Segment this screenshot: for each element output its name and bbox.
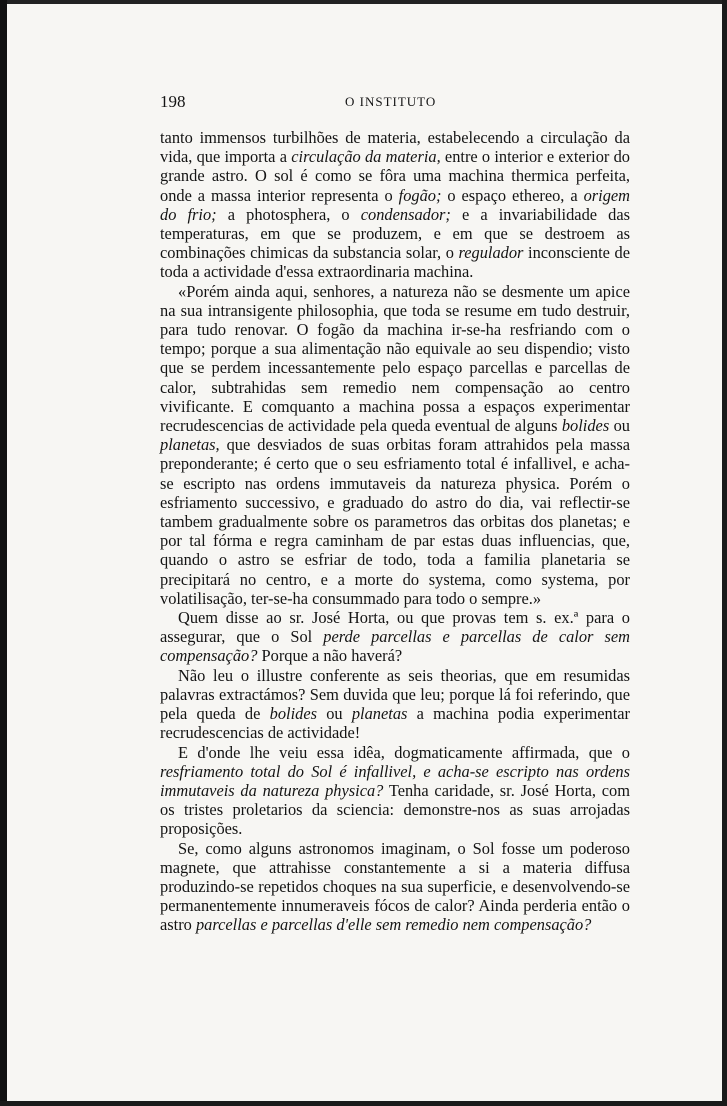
italic-text: circulação da materia, (291, 147, 441, 167)
italic-text: regulador (458, 243, 524, 263)
page-number: 198 (160, 92, 186, 111)
text-segment: o espaço ethereo, a (441, 185, 584, 205)
text-segment: «Porém ainda aqui, senhores, a natureza não se desmente um apice na sua intransigente philosophia, que toda se resume em tudo destruir, para tudo renovar. O fogão da machina ir-se-ha resfriando com o tempo; porque a sua alimentação não equivale ao seu dispendio; visto que se perdem incessantemente pelo espaço parcellas e parcellas de calor, subtrahidas sem remedio nem compensação ao centro vivificante. E comquanto a machina possa a espaços experimentar recrudescencias de actividade pela queda eventual de alguns (160, 281, 630, 436)
italic-text: fogão; (398, 185, 442, 205)
paragraph (160, 666, 630, 743)
text-segment: inconsciente de toda a actividade d'essa extraordinaria machina. (160, 243, 630, 282)
text-segment: Tenha caridade, sr. José Horta, com os tristes proletarios da sciencia: demonstre-nos as suas arrojadas proposições. (160, 780, 630, 839)
text-segment: ou (316, 704, 352, 724)
paragraph (160, 743, 630, 839)
text-segment: tanto immensos turbilhões de materia, estabelecendo a circulação da vida, que importa a (160, 128, 630, 167)
text-segment: Quem disse ao sr. José Horta, ou que provas tem s. ex.ª para o assegurar, que o Sol (160, 608, 630, 647)
italic-text: bolides (269, 704, 317, 724)
paragraph (160, 839, 630, 935)
scan-bottom-edge (0, 1101, 727, 1106)
text-segment: e a invariabilidade das temperaturas, em que se produzem, e em que se destroem as combinações chimicas da substancia solar, o (160, 204, 630, 263)
italic-text: planetas, (160, 435, 220, 455)
text-segment: ou (609, 416, 630, 436)
italic-text: parcellas e parcellas d'elle sem remedio nem compensação? (195, 915, 592, 935)
text-segment: Se, como alguns astronomos imaginam, o Sol fosse um poderoso magnete, que attrahisse constantemente a si a materia diffusa produzindo-se repetidos choques na sua superficie, e desenvolvendo-se permanentemente innumeraveis fócos de calor? Ainda perderia então o astro (160, 838, 630, 935)
paragraph (160, 128, 630, 282)
italic-text: origem do frio; (160, 185, 630, 224)
running-title: O INSTITUTO (345, 94, 437, 109)
text-segment: E d'onde lhe veiu essa idêa, dogmaticamente affirmada, que o (178, 742, 630, 762)
text-segment: Não leu o illustre conferente as seis theorias, que em resumidas palavras extractámos? Sem duvida que leu; porque lá foi referindo, que pela queda de (160, 665, 630, 724)
paragraph (160, 608, 630, 666)
text-segment: Porque a não haverá? (257, 646, 403, 666)
scan-right-edge (722, 0, 727, 1106)
italic-text: condensador; (360, 204, 451, 224)
text-segment: a photosphera, o (216, 204, 361, 224)
italic-text: planetas (351, 704, 408, 724)
text-segment: a machina podia experimentar recrudescencias de actividade! (160, 704, 631, 743)
scan-top-edge (0, 0, 727, 4)
text-segment: que desviados de suas orbitas foram attrahidos pela massa preponderante; é certo que o seu esfriamento total é infallivel, e acha-se escripto nas ordens immutaveis da natureza physica. Porém o esfriamento successivo, e graduado do astro do dia, vai reflectir-se tambem gradualmente sobre os parametros das orbitas dos planetas; e por tal fórma e regra caminham de par estas duas influencias, que, quando o astro se esfriar de todo, toda a familia planetaria se precipitará no centro, e a morte do systema, como systema, por volatilisação, ter-se-ha consummado para todo o sempre.» (160, 435, 630, 608)
page-header (160, 92, 630, 116)
body-text (160, 128, 630, 935)
italic-text: bolides (561, 416, 610, 436)
italic-text: resfriamento total do Sol é infallivel, e acha-se escripto nas ordens immutaveis da natureza physica? (160, 761, 630, 800)
text-segment: entre o interior e exterior do grande astro. O sol é como se fôra uma machina thermica perfeita, onde a massa interior representa o (160, 147, 630, 205)
italic-text: perde parcellas e parcellas de calor sem compensação? (160, 627, 630, 666)
paragraph (160, 282, 630, 608)
scan-left-edge (0, 0, 7, 1106)
